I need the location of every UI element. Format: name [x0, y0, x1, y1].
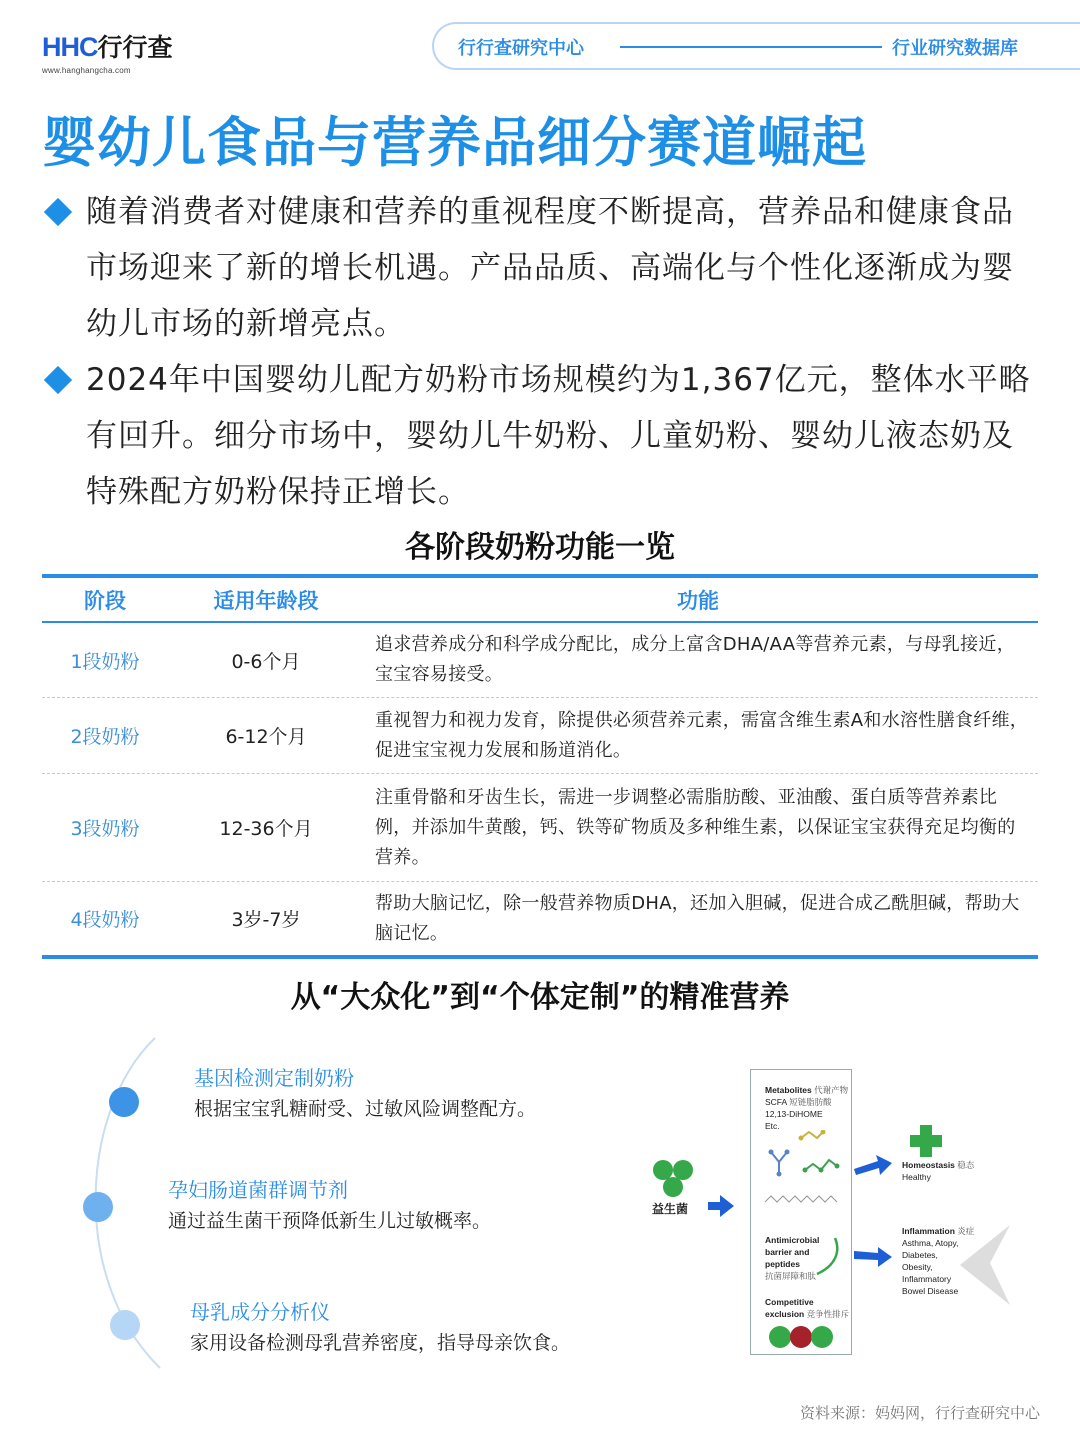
header-divider-line: [620, 46, 882, 48]
comp-en-2: exclusion: [765, 1309, 805, 1319]
database-label: 行业研究数据库: [892, 38, 1018, 59]
cell-age: 0-6个月: [231, 650, 301, 673]
timeline-heading: 母乳成分分析仪: [190, 1300, 330, 1324]
brand-logo[interactable]: [42, 28, 192, 75]
amp-en-3: peptides: [765, 1259, 800, 1269]
logo-url: www.hanghangcha.com: [42, 66, 131, 75]
source-note: 资料来源：妈妈网，行行查研究中心: [799, 1404, 1040, 1422]
inflammation-cn: 炎症: [957, 1226, 975, 1236]
table-row: [42, 623, 1038, 698]
stage-function-table: [42, 574, 1038, 959]
homeostasis-en: Homeostasis: [902, 1160, 955, 1170]
diamond-bullet-icon: [44, 198, 72, 226]
timeline-dot-2: [83, 1192, 113, 1222]
diamond-bullet-icon: [44, 366, 72, 394]
bullet-text: 随着消费者对健康和营养的重视程度不断提高，营养品和健康食品市场迎来了新的增长机遇。产品品质、高端化与个性化逐渐成为婴幼儿市场的新增亮点。: [86, 194, 1014, 342]
cell-stage: 4段奶粉: [70, 909, 140, 931]
timeline-item: [168, 1176, 491, 1235]
competing-bacteria-icon: [767, 1324, 837, 1350]
inflammation-en: Inflammation: [902, 1226, 955, 1236]
comp-en-1: Competitive: [765, 1297, 814, 1307]
cell-age: 12-36个月: [219, 818, 313, 840]
disease-item: Obesity,: [902, 1262, 933, 1272]
amp-cn: 抗菌屏障和肽: [765, 1271, 817, 1281]
amp-en-1: Antimicrobial: [765, 1235, 820, 1245]
amp-en-2: barrier and: [765, 1247, 810, 1257]
metabolites-block: [765, 1084, 865, 1132]
mechanism-panel: [750, 1069, 852, 1355]
comp-cn: 竞争性排斥: [806, 1309, 850, 1319]
probiotic-bacteria-icon: [650, 1157, 700, 1197]
table-row: [42, 882, 1038, 955]
molecule-structures-icon: [761, 1130, 851, 1210]
bullet-list: [42, 184, 1042, 520]
table-row: [42, 698, 1038, 774]
homeostasis-cn: 稳态: [957, 1160, 975, 1170]
inflammation-block: [902, 1225, 974, 1297]
bullet-item: [42, 184, 1042, 352]
metabolites-cn: 代谢产物: [814, 1085, 849, 1095]
cell-stage: 1段奶粉: [70, 650, 140, 673]
arrow-to-homeostasis-icon: [854, 1153, 894, 1177]
table-header-age: 适用年龄段: [213, 588, 319, 613]
table-row: [42, 774, 1038, 882]
timeline-desc: 根据宝宝乳糖耐受、过敏风险调整配方。: [194, 1098, 537, 1120]
metabolites-en: Metabolites: [765, 1085, 812, 1095]
logo-cn-text: 行行查: [97, 33, 173, 62]
probiotic-mechanism-diagram: [640, 1065, 1060, 1365]
cell-function: 注重骨骼和牙齿生长，需进一步调整必需脂肪酸、亚油酸、蛋白质等营养素比例，并添加牛黄酸，钙、铁等矿物质及多种维生素，以保证宝宝获得充足均衡的营养。: [375, 786, 1016, 868]
cell-stage: 3段奶粉: [70, 818, 140, 840]
timeline-item: [190, 1298, 570, 1357]
page-title: 婴幼儿食品与营养品细分赛道崛起: [42, 111, 867, 174]
disease-item: Inflammatory: [902, 1274, 952, 1284]
timeline-heading: 基因检测定制奶粉: [194, 1066, 354, 1090]
arrow-right-icon: [708, 1195, 734, 1217]
disease-item: Diabetes,: [902, 1250, 938, 1260]
research-center-label: 行行查研究中心: [458, 38, 584, 59]
probiotic-label: 益生菌: [652, 1202, 689, 1216]
table-header-stage: 阶段: [84, 588, 126, 613]
table-header-row: [42, 578, 1038, 623]
header-pill: [432, 22, 1080, 70]
timeline-desc: 家用设备检测母乳营养密度，指导母亲饮食。: [190, 1332, 571, 1354]
cell-function: 重视智力和视力发育，除提供必须营养元素，需富含维生素A和水溶性膳食纤维，促进宝宝视力发展和肠道消化。: [375, 709, 1029, 761]
barrier-curve-icon: [813, 1236, 843, 1276]
timeline-desc: 通过益生菌干预降低新生儿过敏概率。: [168, 1210, 492, 1232]
cell-age: 6-12个月: [225, 726, 307, 748]
timeline-dot-3: [110, 1310, 140, 1340]
cell-function: 帮助大脑记忆，除一般营养物质DHA，还加入胆碱，促进合成乙酰胆碱，帮助大脑记忆。: [375, 892, 1020, 944]
table-header-function: 功能: [677, 588, 719, 613]
health-cross-icon: [908, 1123, 944, 1159]
cell-function: 追求营养成分和科学成分配比，成分上富含DHA/AA等营养元素，与母乳接近，宝宝容易接受。: [375, 634, 1015, 685]
bullet-item: [42, 352, 1042, 520]
timeline-dot-1: [109, 1087, 139, 1117]
etc-label: Etc.: [765, 1121, 780, 1131]
competitive-block: [765, 1296, 861, 1320]
section-title-precision-nutrition: 从“大众化”到“个体定制”的精准营养: [290, 980, 790, 1015]
timeline-heading: 孕妇肠道菌群调节剂: [168, 1178, 348, 1202]
table-title: 各阶段奶粉功能一览: [405, 530, 675, 565]
disease-item: Asthma, Atopy,: [902, 1238, 959, 1248]
arrow-to-inflammation-icon: [854, 1245, 894, 1269]
logo-mark: HHC: [42, 32, 98, 62]
dihome-label: 12,13-DiHOME: [765, 1109, 823, 1119]
healthy-label: Healthy: [902, 1172, 931, 1182]
bullet-text: 2024年中国婴幼儿配方奶粉市场规模约为1,367亿元，整体水平略有回升。细分市场中，婴幼儿牛奶粉、儿童奶粉、婴幼儿液态奶及特殊配方奶粉保持正增长。: [86, 362, 1031, 510]
cell-stage: 2段奶粉: [70, 726, 140, 748]
homeostasis-block: [902, 1159, 974, 1183]
scfa-cn: 短链脂肪酸: [789, 1097, 832, 1107]
timeline-item: [194, 1064, 536, 1123]
disease-item: Bowel Disease: [902, 1286, 959, 1296]
scfa-label: SCFA: [765, 1097, 787, 1107]
cell-age: 3岁-7岁: [231, 909, 301, 931]
